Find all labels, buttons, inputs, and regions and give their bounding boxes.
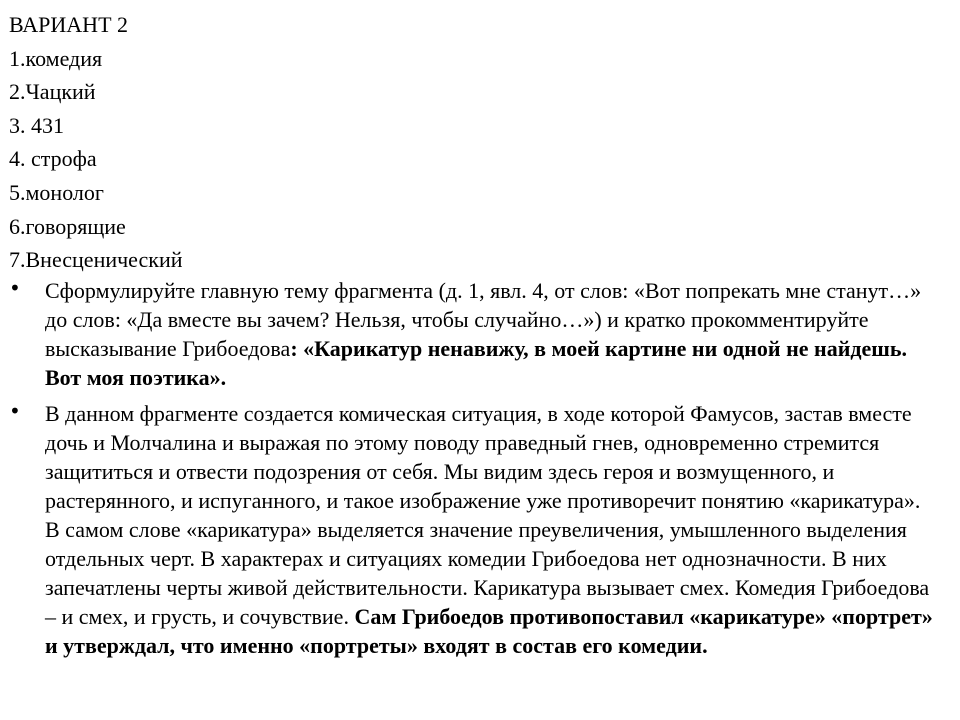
answer-item-5: 5.монолог: [9, 179, 104, 205]
question-bullet: [9, 276, 939, 392]
question-quote: : «Карикатур ненавижу, в моей картине ни одной не найдешь. Вот моя поэтика».: [45, 336, 907, 390]
question-plain: Сформулируйте главную тему фрагмента (д. 1, явл. 4, от слов: «Вот попрекать мне станут…» до слов: «Да вместе вы зачем? Нельзя, чтобы случайно…») и кратко прокомментируйте высказывание Грибоедова: [45, 278, 922, 361]
answer-item-7: 7.Внесценический: [9, 247, 183, 273]
bullet-list: [9, 276, 939, 660]
variant-heading: ВАРИАНТ 2: [9, 12, 129, 37]
answer-list: [9, 8, 183, 277]
answer-conclusion: Сам Грибоедов противопоставил «карикатуре» «портрет» и утверждал, что именно «портреты» входят в состав его комедии.: [45, 604, 933, 658]
question-text: [45, 276, 939, 392]
answer-item-6: 6.говорящие: [9, 213, 126, 239]
answer-item-1: 1.комедия: [9, 45, 103, 71]
answer-text: [45, 399, 939, 660]
answer-item-2: 2.Чацкий: [9, 79, 96, 105]
bullet-dot-icon: •: [9, 399, 21, 423]
answer-bullet: [9, 399, 939, 660]
answer-item-3: 3. 431: [9, 112, 64, 138]
answer-plain: В данном фрагменте создается комическая ситуация, в ходе которой Фамусов, застав вместе дочь и Молчалина и выражая по этому поводу праведный гнев, одновременно стремится защититься и отвести подозрения от себя. Мы видим здесь героя и возмущенного, и растерянного, и испуганного, и такое изображение уже противоречит понятию «карикатура». В самом слове «карикатура» выделяется значение преувеличения, умышленного выделения отдельных черт. В характерах и ситуациях комедии Грибоедова нет однозначности. В них запечатлены черты живой действительности. Карикатура вызывает смех. Комедия Грибоедова – и смех, и грусть, и сочувствие.: [45, 401, 930, 629]
answer-item-4: 4. строфа: [9, 146, 97, 172]
bullet-dot-icon: •: [9, 276, 21, 300]
